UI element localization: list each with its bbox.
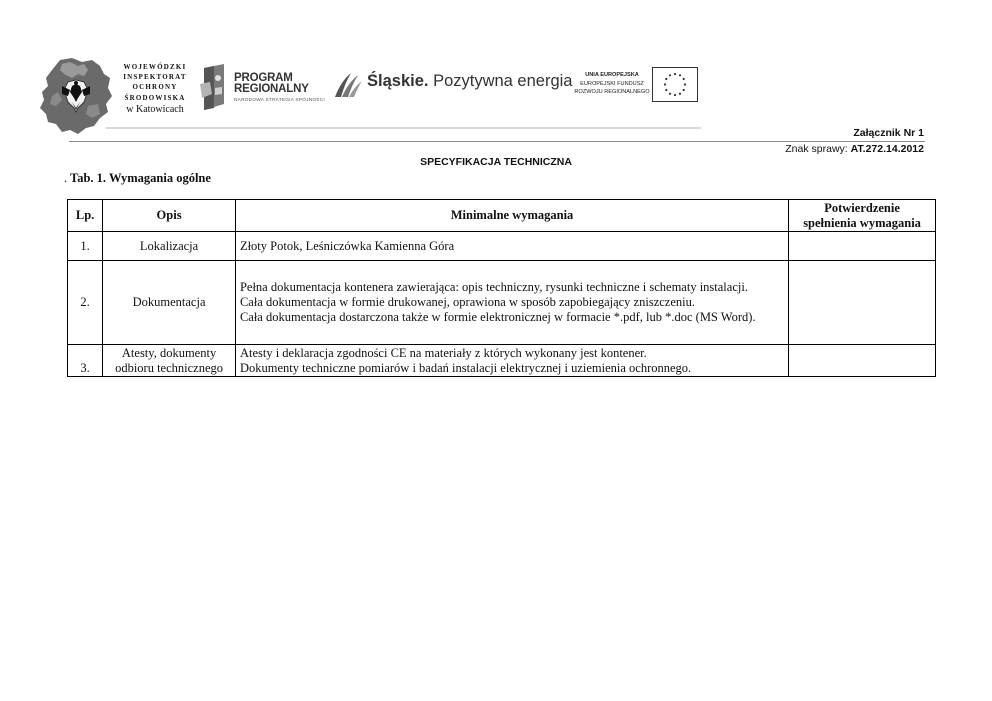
header-divider bbox=[106, 127, 701, 129]
eu-line-3: ROZWOJU REGIONALNEGO bbox=[574, 89, 650, 96]
slaskie-logo-text bbox=[367, 72, 572, 91]
eu-line-1: UNIA EUROPEJSKA bbox=[585, 72, 639, 78]
row-1-lp: 1. bbox=[68, 232, 103, 261]
table-caption-text: Tab. 1. Wymagania ogólne bbox=[70, 171, 211, 185]
row-2-req-1: Pełna dokumentacja kontenera zawierająca: opis techniczny, rysunki techniczne i schematy instalacji. bbox=[239, 280, 748, 294]
header-confirmation-line-1: Potwierdzenie bbox=[824, 200, 900, 215]
table-caption-prefix: . bbox=[64, 171, 68, 185]
document-title: SPECYFIKACJA TECHNICZNA bbox=[420, 156, 572, 168]
row-2-requirements bbox=[235, 261, 788, 345]
table-row bbox=[68, 345, 936, 377]
wios-name-line-4: ŚRODOWISKA bbox=[124, 93, 186, 102]
slaskie-swoosh-icon bbox=[333, 71, 363, 99]
row-2-req-3: Cała dokumentacja dostarczona także w formie elektronicznej w formacie *.pdf, lub *.doc (MS Word). bbox=[239, 310, 756, 324]
table-header-row bbox=[68, 200, 936, 232]
row-1-req-1: Złoty Potok, Leśniczówka Kamienna Góra bbox=[239, 238, 455, 253]
program-title-line-1: PROGRAM bbox=[234, 72, 293, 84]
row-3-confirmation-cell[interactable] bbox=[789, 345, 936, 377]
eu-flag-icon bbox=[652, 67, 698, 102]
header-confirmation bbox=[789, 200, 936, 232]
row-2-opis: Dokumentacja bbox=[103, 261, 236, 345]
row-2-req-2: Cała dokumentacja w formie drukowanej, oprawiona w sposób zapobiegający zniszczeniu. bbox=[239, 295, 695, 309]
header-confirmation-line-2: spełnienia wymagania bbox=[803, 215, 921, 230]
header-min-requirements: Minimalne wymagania bbox=[235, 200, 788, 232]
row-2-lp: 2. bbox=[68, 261, 103, 345]
slaskie-tagline: Pozytywna energia bbox=[433, 72, 573, 90]
eu-line-2: EUROPEJSKI FUNDUSZ bbox=[580, 80, 644, 87]
row-3-req-1: Atesty i deklaracja zgodności CE na materiały z których wykonany jest kontener. bbox=[239, 345, 647, 360]
row-3-opis-line-2: odbioru technicznego bbox=[115, 360, 224, 375]
program-title-line-2: REGIONALNY bbox=[234, 83, 309, 95]
wios-name-line-3: OCHRONY bbox=[132, 83, 178, 92]
annex-label: Załącznik Nr 1 bbox=[853, 127, 924, 139]
case-number-label: Znak sprawy: bbox=[785, 143, 848, 155]
table-row bbox=[68, 261, 936, 345]
wios-name bbox=[110, 62, 200, 103]
program-regionalny-title bbox=[234, 73, 309, 95]
table-row bbox=[68, 232, 936, 261]
case-number-value: AT.272.14.2012 bbox=[850, 143, 924, 155]
row-3-requirements bbox=[235, 345, 788, 377]
wios-city: w Katowicach bbox=[126, 104, 184, 115]
row-1-opis: Lokalizacja bbox=[103, 232, 236, 261]
silesia-eagle-map-icon bbox=[38, 56, 114, 136]
wios-name-line-1: WOJEWÓDZKI bbox=[123, 63, 187, 71]
row-1-requirements bbox=[235, 232, 788, 261]
eu-logo-text bbox=[566, 71, 658, 97]
row-3-opis bbox=[103, 345, 236, 377]
row-1-confirmation-cell[interactable] bbox=[789, 232, 936, 261]
program-regionalny-icon bbox=[198, 64, 228, 110]
page-divider bbox=[69, 141, 925, 142]
header-opis: Opis bbox=[103, 200, 236, 232]
wios-name-line-2: INSPEKTORAT bbox=[123, 73, 187, 82]
requirements-table bbox=[67, 199, 936, 377]
header-lp: Lp. bbox=[68, 200, 103, 232]
slaskie-brand: Śląskie. bbox=[367, 72, 429, 90]
row-3-opis-line-1: Atesty, dokumenty bbox=[121, 345, 217, 360]
table-caption bbox=[64, 171, 211, 186]
row-2-confirmation-cell[interactable] bbox=[789, 261, 936, 345]
case-number bbox=[600, 143, 924, 155]
row-3-req-2: Dokumenty techniczne pomiarów i badań instalacji elektrycznej i uziemienia ochronnego. bbox=[239, 360, 692, 375]
row-3-lp: 3. bbox=[68, 345, 103, 377]
program-regionalny-subtitle: NARODOWA STRATEGIA SPÓJNOŚCI bbox=[234, 98, 325, 103]
